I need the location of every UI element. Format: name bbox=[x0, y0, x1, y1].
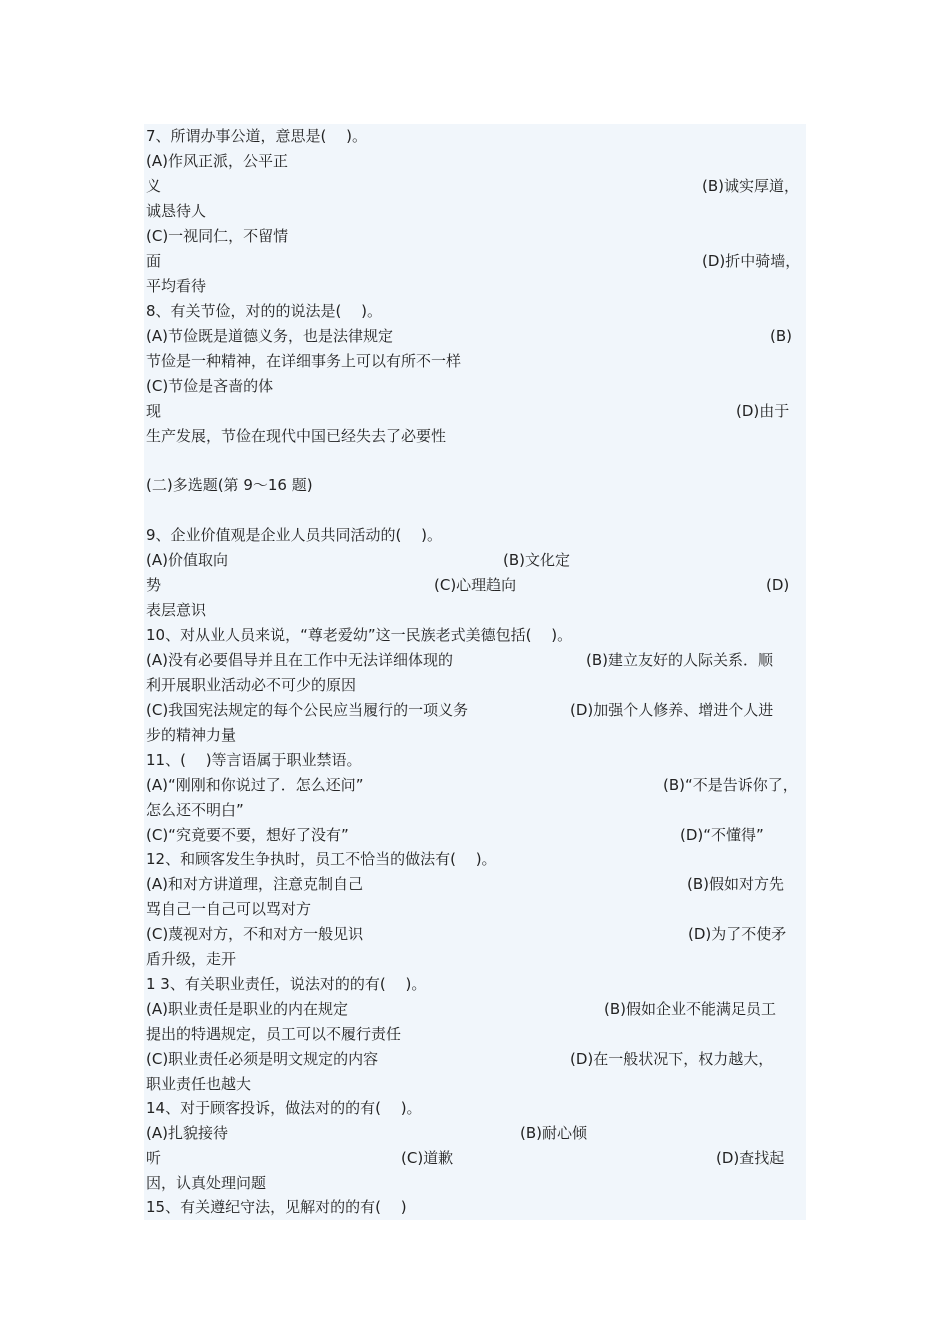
question-13-option-c: (C)职业责任必须是明文规定的内容 bbox=[146, 1050, 379, 1068]
question-11-option-c: (C)“究竟要不要，想好了没有” bbox=[146, 826, 349, 844]
question-13-option-d: (D)在一般状况下，权力越大， bbox=[570, 1050, 774, 1068]
question-13-option-b: (B)假如企业不能满足员工 bbox=[604, 1000, 776, 1018]
section-heading: (二)多选题(第 9～16 题) bbox=[146, 476, 313, 494]
question-12-option-b-cont: 骂自己一自己可以骂对方 bbox=[146, 900, 312, 918]
question-14-option-b-cont: 听 bbox=[146, 1149, 162, 1167]
question-10-option-d: (D)加强个人修养、增进个人进 bbox=[570, 701, 774, 719]
question-7-option-a-cont: 义 bbox=[146, 177, 162, 195]
question-12-option-b: (B)假如对方先 bbox=[687, 875, 784, 893]
question-9-option-b-cont: 势 bbox=[146, 576, 162, 594]
question-9-option-d-cont: 表层意识 bbox=[146, 601, 207, 619]
question-8-option-b-cont: 节俭是一种精神，在详细事务上可以有所不一样 bbox=[146, 352, 462, 370]
question-11-option-a: (A)“刚刚和你说过了．怎么还问” bbox=[146, 776, 364, 794]
question-9-option-c: (C)心理趋向 bbox=[434, 576, 517, 594]
question-8-option-a: (A)节俭既是道德义务，也是法律规定 bbox=[146, 327, 393, 345]
question-14-option-d-cont: 因，认真处理问题 bbox=[146, 1174, 267, 1192]
question-9-option-b: (B)文化定 bbox=[503, 551, 570, 569]
question-9-stem: 9、企业价值观是企业人员共同活动的( )。 bbox=[146, 526, 443, 544]
question-8-option-d: (D)由于 bbox=[736, 402, 790, 420]
question-9-option-d: (D) bbox=[766, 576, 790, 594]
question-7-option-b: (B)诚实厚道， bbox=[702, 177, 799, 195]
question-10-option-d-cont: 步的精神力量 bbox=[146, 726, 237, 744]
question-12-option-a: (A)和对方讲道理，注意克制自己 bbox=[146, 875, 363, 893]
question-11-option-d: (D)“不懂得” bbox=[680, 826, 764, 844]
question-8-option-c: (C)节俭是吝啬的体 bbox=[146, 377, 274, 395]
question-7-option-d-cont: 平均看待 bbox=[146, 277, 207, 295]
question-14-option-a: (A)扎貌接待 bbox=[146, 1124, 228, 1142]
question-9-option-a: (A)价值取向 bbox=[146, 551, 228, 569]
question-7-option-d: (D)折中骑墙， bbox=[702, 252, 801, 270]
question-13-option-a: (A)职业责任是职业的内在规定 bbox=[146, 1000, 348, 1018]
question-8-stem: 8、有关节俭，对的的说法是( )。 bbox=[146, 302, 383, 320]
question-12-option-d: (D)为了不使矛 bbox=[688, 925, 787, 943]
question-10-stem: 10、对从业人员来说，“尊老爱幼”这一民族老式美德包括( )。 bbox=[146, 626, 573, 644]
question-10-option-b-cont: 利开展职业活动必不可少的原因 bbox=[146, 676, 357, 694]
question-7-option-c-cont: 面 bbox=[146, 252, 162, 270]
question-14-option-d: (D)查找起 bbox=[716, 1149, 785, 1167]
question-10-option-c: (C)我国宪法规定的每个公民应当履行的一项义务 bbox=[146, 701, 469, 719]
question-13-option-b-cont: 提出的特遇规定，员工可以不履行责任 bbox=[146, 1025, 402, 1043]
question-8-option-b: (B) bbox=[770, 327, 792, 345]
question-12-option-c: (C)蔑视对方，不和对方一般见识 bbox=[146, 925, 364, 943]
question-8-option-d-cont: 生产发展，节俭在现代中国已经失去了必要性 bbox=[146, 427, 447, 445]
question-7-stem: 7、所谓办事公道，意思是( )。 bbox=[146, 127, 368, 145]
question-11-stem: 11、( )等言语属于职业禁语。 bbox=[146, 751, 362, 769]
question-13-stem: 1 3、有关职业责任，说法对的的有( )。 bbox=[146, 975, 427, 993]
question-12-option-d-cont: 盾升级，走开 bbox=[146, 950, 237, 968]
question-14-option-c: (C)道歉 bbox=[401, 1149, 454, 1167]
question-7-option-b-cont: 诚恳待人 bbox=[146, 202, 207, 220]
question-10-option-a: (A)没有必要倡导并且在工作中无法详细体现的 bbox=[146, 651, 453, 669]
question-14-stem: 14、对于顾客投诉，做法对的的有( )。 bbox=[146, 1099, 422, 1117]
question-11-option-b: (B)“不是告诉你了， bbox=[663, 776, 798, 794]
question-7-option-a: (A)作风正派，公平正 bbox=[146, 152, 288, 170]
question-13-option-d-cont: 职业责任也越大 bbox=[146, 1075, 252, 1093]
question-8-option-c-cont: 现 bbox=[146, 402, 162, 420]
question-11-option-b-cont: 怎么还不明白” bbox=[146, 801, 244, 819]
question-15-stem: 15、有关遵纪守法，见解对的的有( ) bbox=[146, 1198, 407, 1216]
question-7-option-c: (C)一视同仁，不留情 bbox=[146, 227, 289, 245]
question-12-stem: 12、和顾客发生争执时，员工不恰当的做法有( )。 bbox=[146, 850, 497, 868]
question-10-option-b: (B)建立友好的人际关系．顺 bbox=[586, 651, 773, 669]
question-14-option-b: (B)耐心倾 bbox=[520, 1124, 587, 1142]
